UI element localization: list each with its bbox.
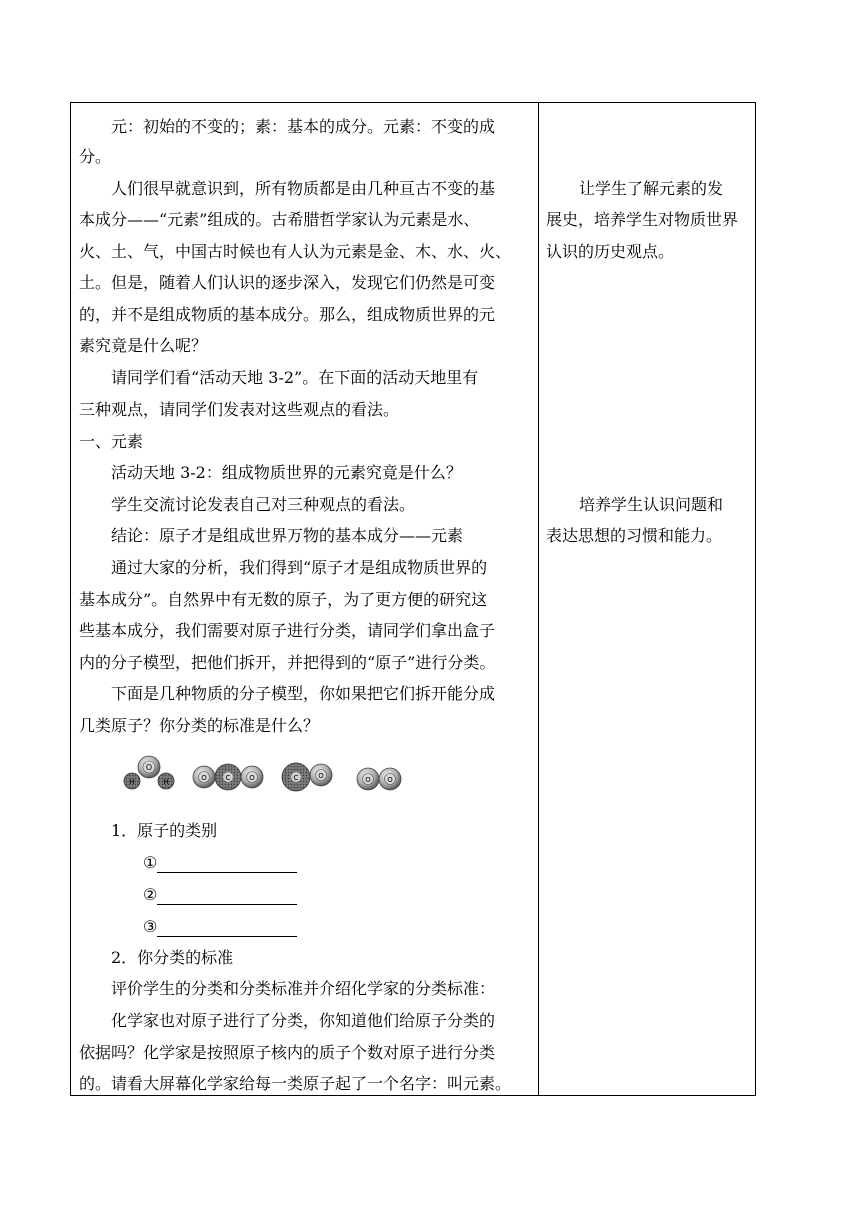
left-line-19: 下面是几种物质的分子模型，你如果把它们拆开能分成 [111,684,496,703]
left-line-20: 几类原子？你分类的标准是什么？ [79,716,320,735]
left-line-5: 火、土、气，中国古时候也有人认为元素是金、木、水、火、 [79,242,512,261]
note1-line-3: 认识的历史观点。 [546,242,675,261]
answer-blank[interactable] [157,855,297,873]
left-line-16: 基本成分”。自然界中有无数的原子，为了更方便的研究这 [79,590,488,609]
atom-label: O [201,774,207,782]
left-line-2: 分。 [79,147,112,166]
answer-blank[interactable] [157,887,297,905]
left-line-4: 本成分——“元素”组成的。古希腊哲学家认为元素是水、 [79,210,480,229]
water-molecule [124,756,174,789]
section-atom-categories: 1．原子的类别 [111,821,218,840]
left-line-18: 内的分子模型，把他们拆开，并把得到的“原子”进行分类。 [79,653,496,672]
carbon-dioxide-molecule [193,764,263,790]
left-line-15: 通过大家的分析，我们得到“原子才是组成物质世界的 [111,558,488,577]
atom-label: O [145,763,153,772]
blank-item-3 [143,917,297,937]
section-classification-standard: 2．你分类的标准 [111,948,234,967]
answer-blank[interactable] [157,919,297,937]
note2-line-1: 培养学生认识问题和 [579,495,724,514]
atom-label: C [293,774,299,782]
left-line-7: 的，并不是组成物质的基本成分。那么，组成物质世界的元 [79,305,496,324]
blank-item-2 [143,885,297,905]
atom-label: O [249,774,255,782]
atom-label: O [365,776,371,784]
left-line-6: 土。但是，随着人们认识的逐步深入，发现它们仍然是可变 [79,273,496,292]
atom-label: H [163,778,169,786]
tail-line-2: 化学家也对原子进行了分类，你知道他们给原子分类的 [111,1011,496,1030]
atom-label: O [318,772,324,780]
left-line-10: 三种观点，请同学们发表对这些观点的看法。 [79,400,400,419]
atom-label: O [387,776,393,784]
lesson-table [70,102,756,1096]
column-divider [538,103,539,1095]
molecule-models [116,753,416,793]
blank-item-1 [143,853,297,873]
blank-marker: ③ [143,917,158,936]
section-heading-elements: 一、元素 [79,432,144,451]
note2-line-2: 表达思想的习惯和能力。 [546,526,723,545]
left-line-1: 元：初始的不变的；素：基本的成分。元素：不变的成 [111,117,496,136]
left-line-17: 些基本成分，我们需要对原子进行分类，请同学们拿出盒子 [79,621,496,640]
atom-label: C [225,774,231,782]
atom-label: H [129,778,135,786]
note1-line-2: 展史，培养学生对物质世界 [546,210,739,229]
carbon-monoxide-molecule [282,763,332,791]
left-line-3: 人们很早就意识到，所有物质都是由几种亘古不变的基 [111,179,496,198]
left-line-12: 活动天地 3-2：组成物质世界的元素究竟是什么？ [111,463,462,482]
oxygen-molecule [357,768,401,790]
note1-line-1: 让学生了解元素的发 [579,179,724,198]
left-line-13: 学生交流讨论发表自己对三种观点的看法。 [111,495,416,514]
tail-line-3: 依据吗？化学家是按照原子核内的质子个数对原子进行分类 [79,1043,496,1062]
blank-marker: ① [143,853,158,872]
left-line-9: 请同学们看“活动天地 3-2”。在下面的活动天地里有 [111,368,479,387]
left-line-14: 结论：原子才是组成世界万物的基本成分——元素 [111,526,464,545]
blank-marker: ② [143,885,158,904]
left-line-8: 素究竟是什么呢？ [79,336,208,355]
tail-line-4: 的。请看大屏幕化学家给每一类原子起了一个名字：叫元素。 [79,1074,512,1093]
tail-line-1: 评价学生的分类和分类标准并介绍化学家的分类标准： [111,979,496,998]
